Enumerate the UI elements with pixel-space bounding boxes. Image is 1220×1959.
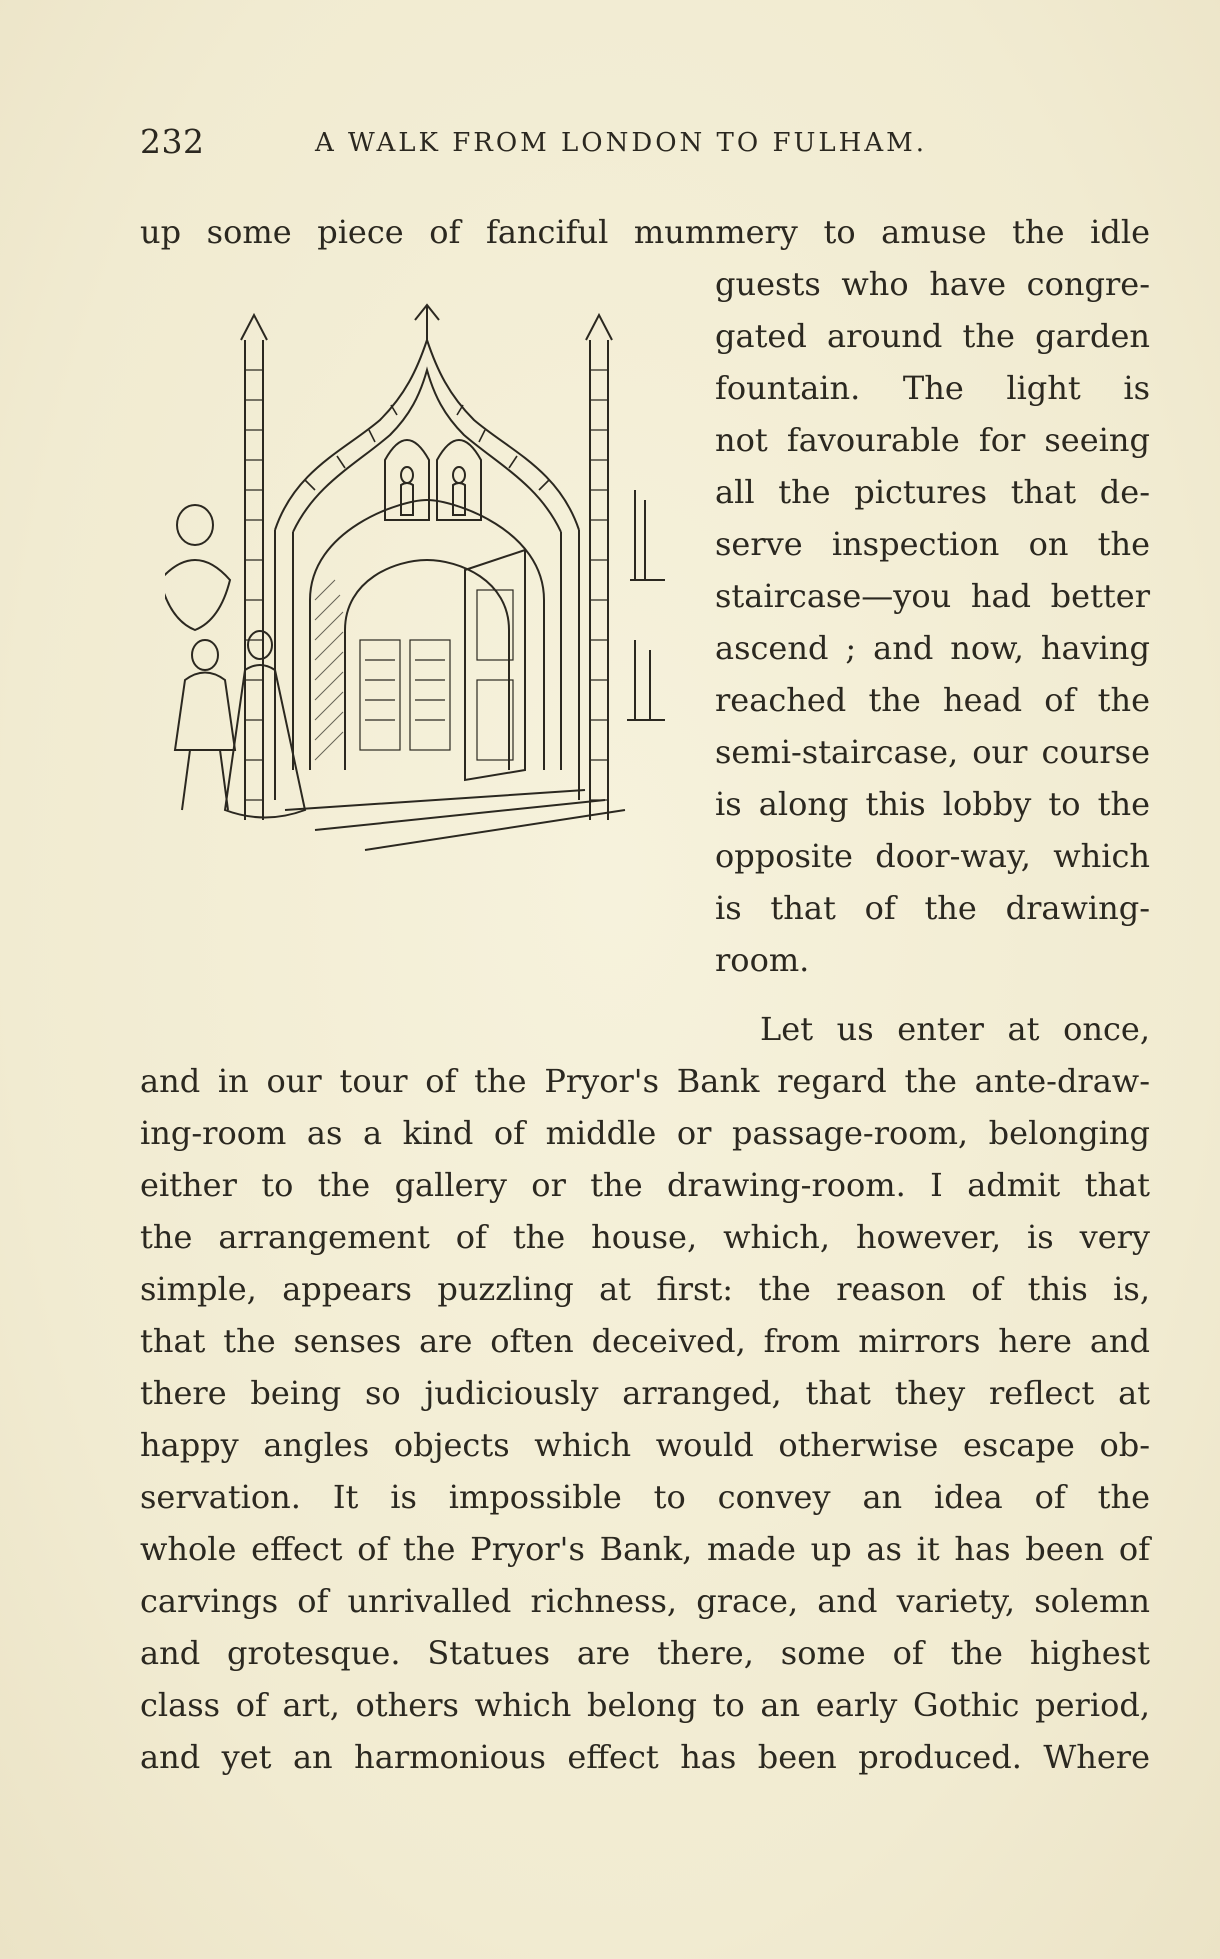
text-line: whole effect of the Pryor's Bank, made up as it has been of	[140, 1530, 1150, 1568]
text-line: the arrangement of the house, which, however, is very	[140, 1218, 1150, 1256]
running-head	[140, 122, 1150, 172]
text-line: not favourable for seeing	[715, 421, 1150, 459]
text-line: semi-staircase, our course	[715, 733, 1150, 771]
text-line: happy angles objects which would otherwise escape ob-	[140, 1426, 1150, 1464]
page-number: 232	[140, 122, 205, 161]
text-line: all the pictures that de-	[715, 473, 1150, 511]
text-line: gated around the garden	[715, 317, 1150, 355]
text-line: simple, appears puzzling at first: the reason of this is,	[140, 1270, 1150, 1308]
text-line: reached the head of the	[715, 681, 1150, 719]
gothic-doorway-engraving	[165, 300, 665, 1020]
text-line: is that of the drawing-	[715, 889, 1150, 927]
text-line: ascend ; and now, having	[715, 629, 1150, 667]
text-line: that the senses are often deceived, from mirrors here and	[140, 1322, 1150, 1360]
text-line: opposite door-way, which	[715, 837, 1150, 875]
text-line: class of art, others which belong to an early Gothic period,	[140, 1686, 1150, 1724]
text-line: and yet an harmonious effect has been produced. Where	[140, 1738, 1150, 1776]
text-line: ing-room as a kind of middle or passage-room, belonging	[140, 1114, 1150, 1152]
text-line: fountain. The light is	[715, 369, 1150, 407]
text-line: and in our tour of the Pryor's Bank regard the ante-draw-	[140, 1062, 1150, 1100]
text-line: up some piece of fanciful mummery to amuse the idle	[140, 213, 1150, 251]
text-line: and grotesque. Statues are there, some of the highest	[140, 1634, 1150, 1672]
text-line: is along this lobby to the	[715, 785, 1150, 823]
running-title: A WALK FROM LONDON TO FULHAM.	[315, 128, 928, 158]
text-line: there being so judiciously arranged, that they reflect at	[140, 1374, 1150, 1412]
text-line: carvings of unrivalled richness, grace, and variety, solemn	[140, 1582, 1150, 1620]
text-line: guests who have congre-	[715, 265, 1150, 303]
text-line: servation. It is impossible to convey an idea of the	[140, 1478, 1150, 1516]
text-line: Let us enter at once,	[760, 1010, 1150, 1048]
text-line: either to the gallery or the drawing-room. I admit that	[140, 1166, 1150, 1204]
text-line: serve inspection on the	[715, 525, 1150, 563]
text-line: room.	[715, 941, 810, 979]
text-line: staircase—you had better	[715, 577, 1150, 615]
